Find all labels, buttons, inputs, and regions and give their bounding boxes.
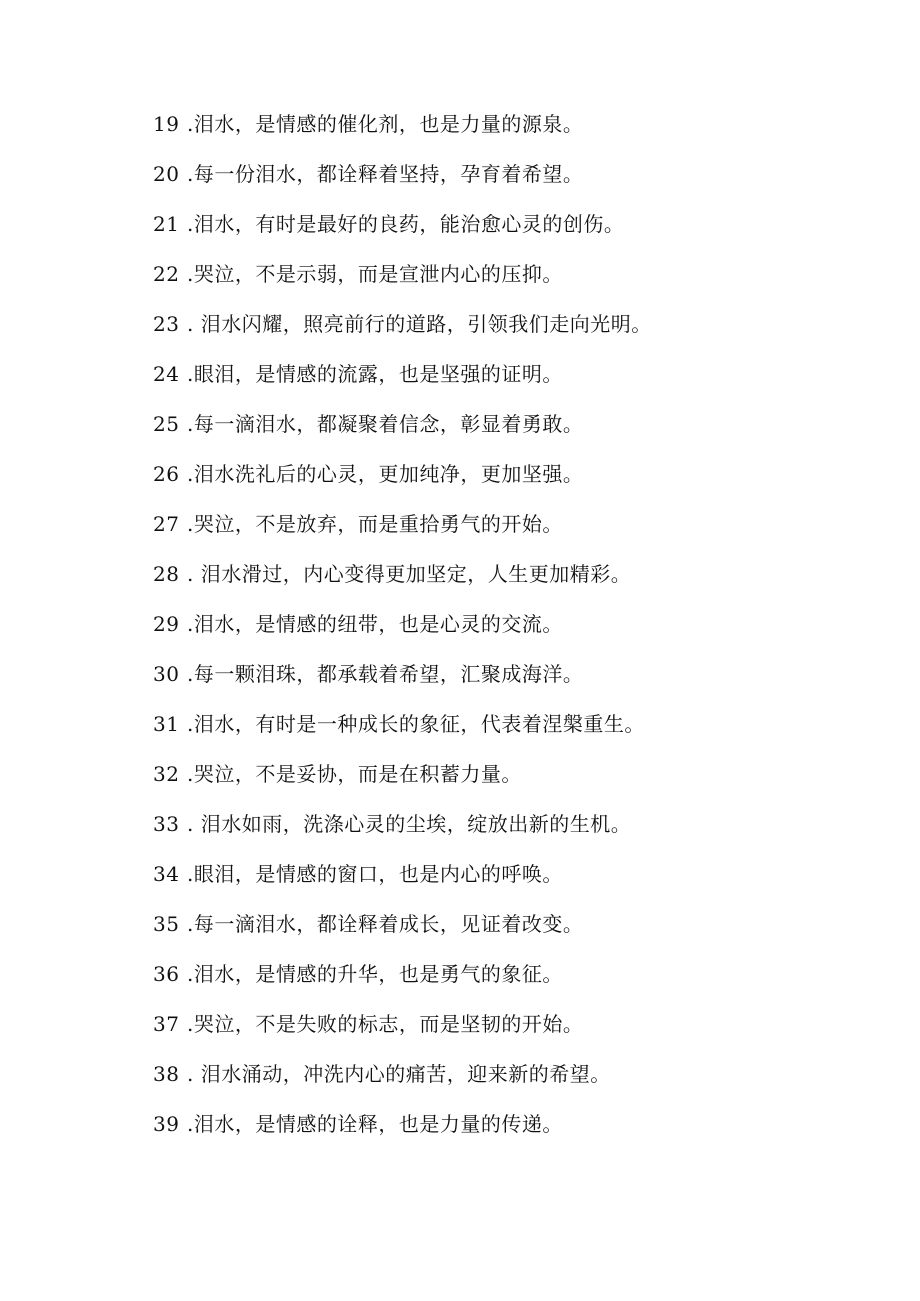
item-text: .泪水，有时是一种成长的象征，代表着涅槃重生。 xyxy=(187,712,645,736)
item-text: .每一滴泪水，都诠释着成长，见证着改变。 xyxy=(187,912,584,936)
list-item xyxy=(153,962,673,987)
list-item xyxy=(153,462,673,487)
item-text: .哭泣，不是放弃，而是重拾勇气的开始。 xyxy=(187,512,563,536)
item-number: 31 xyxy=(153,712,180,736)
list-item xyxy=(153,712,673,737)
list-item xyxy=(153,212,673,237)
list-item xyxy=(153,662,673,687)
item-number: 32 xyxy=(153,762,180,786)
list-item xyxy=(153,1112,673,1137)
item-text: .泪水，是情感的催化剂，也是力量的源泉。 xyxy=(187,112,584,136)
item-text: . 泪水滑过，内心变得更加坚定，人生更加精彩。 xyxy=(187,562,632,586)
item-text: .眼泪，是情感的流露，也是坚强的证明。 xyxy=(187,362,563,386)
list-item xyxy=(153,912,673,937)
list-item xyxy=(153,812,673,837)
item-text: .哭泣，不是妥协，而是在积蓄力量。 xyxy=(187,762,522,786)
item-number: 19 xyxy=(153,112,180,136)
item-number: 37 xyxy=(153,1012,180,1036)
item-text: .泪水，是情感的诠释，也是力量的传递。 xyxy=(187,1112,563,1136)
item-number: 21 xyxy=(153,212,180,236)
item-number: 29 xyxy=(153,612,180,636)
item-number: 34 xyxy=(153,862,180,886)
item-text: .每一滴泪水，都凝聚着信念，彰显着勇敢。 xyxy=(187,412,584,436)
item-text: .每一颗泪珠，都承载着希望，汇聚成海洋。 xyxy=(187,662,584,686)
item-number: 26 xyxy=(153,462,180,486)
item-number: 23 xyxy=(153,312,180,336)
item-text: .眼泪，是情感的窗口，也是内心的呼唤。 xyxy=(187,862,563,886)
list-item xyxy=(153,1012,673,1037)
list-item xyxy=(153,162,673,187)
item-text: . 泪水闪耀，照亮前行的道路，引领我们走向光明。 xyxy=(187,312,652,336)
item-text: .哭泣，不是失败的标志，而是坚韧的开始。 xyxy=(187,1012,584,1036)
list-item xyxy=(153,762,673,787)
item-number: 22 xyxy=(153,262,180,286)
item-number: 24 xyxy=(153,362,180,386)
list-item xyxy=(153,562,673,587)
list-item xyxy=(153,862,673,887)
item-text: .泪水，是情感的升华，也是勇气的象征。 xyxy=(187,962,563,986)
item-number: 30 xyxy=(153,662,180,686)
list-item xyxy=(153,612,673,637)
list-item xyxy=(153,312,673,337)
quote-list xyxy=(153,112,673,1162)
item-text: .哭泣，不是示弱，而是宣泄内心的压抑。 xyxy=(187,262,563,286)
item-number: 25 xyxy=(153,412,180,436)
list-item xyxy=(153,512,673,537)
item-text: .泪水洗礼后的心灵，更加纯净，更加坚强。 xyxy=(187,462,584,486)
list-item xyxy=(153,412,673,437)
item-number: 35 xyxy=(153,912,180,936)
item-number: 33 xyxy=(153,812,180,836)
list-item xyxy=(153,362,673,387)
item-text: .泪水，是情感的纽带，也是心灵的交流。 xyxy=(187,612,563,636)
item-number: 20 xyxy=(153,162,180,186)
item-number: 39 xyxy=(153,1112,180,1136)
item-number: 36 xyxy=(153,962,180,986)
list-item xyxy=(153,1062,673,1087)
item-number: 28 xyxy=(153,562,180,586)
item-text: .每一份泪水，都诠释着坚持，孕育着希望。 xyxy=(187,162,584,186)
item-text: .泪水，有时是最好的良药，能治愈心灵的创伤。 xyxy=(187,212,625,236)
item-text: . 泪水涌动，冲洗内心的痛苦，迎来新的希望。 xyxy=(187,1062,611,1086)
item-number: 27 xyxy=(153,512,180,536)
item-number: 38 xyxy=(153,1062,180,1086)
list-item xyxy=(153,112,673,137)
list-item xyxy=(153,262,673,287)
item-text: . 泪水如雨，洗涤心灵的尘埃，绽放出新的生机。 xyxy=(187,812,632,836)
